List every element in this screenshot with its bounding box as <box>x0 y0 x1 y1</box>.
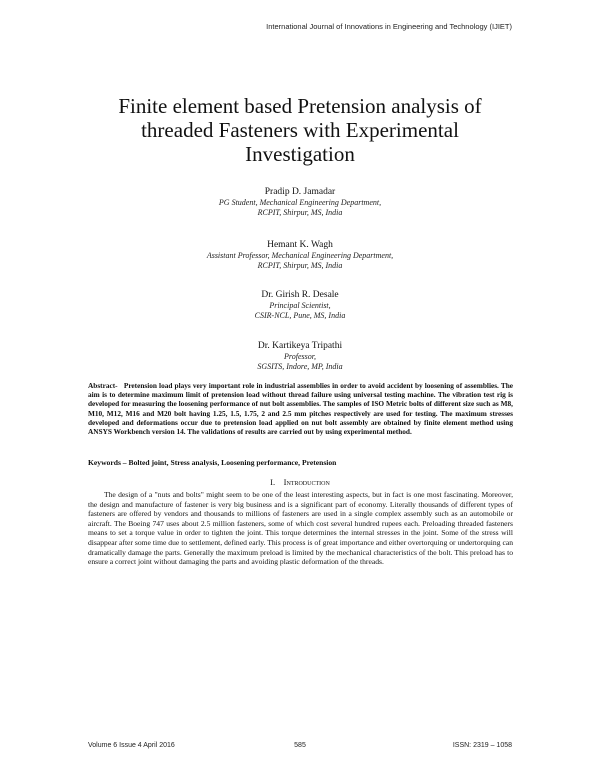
author-block <box>100 340 500 372</box>
author-affiliation: PG Student, Mechanical Engineering Department, <box>218 198 382 207</box>
footer-page-number: 585 <box>294 742 306 749</box>
author-affiliation: Principal Scientist, <box>269 301 331 310</box>
footer-volume: Volume 6 Issue 4 April 2016 <box>88 742 175 749</box>
author-affiliation: CSIR-NCL, Pune, MS, India <box>254 311 346 320</box>
title-line: Investigation <box>245 142 355 166</box>
abstract-label: Abstract- <box>88 381 118 390</box>
intro-paragraph: The design of a "nuts and bolts" might seem to be one of the least interesting aspects, but in fact is one most fascinating. Moreover, the design and manufacture of fastener is very big business and is a significant part of economy. Literally thousands of different types of fasteners are offered by vendors and thousands to millions of fasteners are used in a single complex assembly such as an automobile or aircraft. The Boeing 747 uses about 2.5 million fasteners, some of which cost several hundred rupees each. Preloading threaded fasteners means to set a torque value in order to tighten the joint. This torque determines the internal stresses in the joint. Some of the stress will disappear after some time due to settlement, defined early. This process is of great importance and either overtorquing or undertorquing can dramatically damage the parts. Generally the maximum preload is limited by the mechanical characteristics of the bolt. This preload has to ensure a correct joint without damaging the parts and avoiding plastic deformation of the threads. <box>88 490 513 567</box>
footer-issn: ISSN: 2319 – 1058 <box>452 742 512 749</box>
title-line: threaded Fasteners with Experimental <box>141 118 459 142</box>
author-name: Dr. Kartikeya Tripathi <box>257 341 343 351</box>
author-name: Pradip D. Jamadar <box>264 187 336 197</box>
author-affiliation: RCPIT, Shirpur, MS, India <box>257 208 343 217</box>
author-name: Hemant K. Wagh <box>267 240 333 250</box>
keywords: Keywords – Bolted joint, Stress analysis, Loosening performance, Pretension <box>88 458 337 467</box>
paper-title <box>60 94 540 166</box>
author-block <box>100 239 500 271</box>
abstract-text: Pretension load plays very important role in industrial assemblies in order to avoid accident by loosening of assemblies. The aim is to determine maximum limit of pretension load without thread failure using universal testing machine. The vibration test rig is developed for measuring the loosening performance of nut bolt assemblies. The samples of ISO Metric bolts of different size such as M8, M10, M12, M16 and M20 bolt having 1.25, 1.5, 1.75, 2 and 2.5 mm pitches respectively are used for testing. The maximum stresses developed and deformations occur due to pretension load applied on nut bolt assembly are obtained by finite element method using ANSYS Workbench version 14. The validations of results are carried out by using experimental method. <box>88 381 513 437</box>
author-affiliation: Professor, <box>284 352 316 361</box>
abstract <box>88 381 513 436</box>
author-block <box>100 186 500 218</box>
journal-header: International Journal of Innovations in Engineering and Technology (IJIET) <box>266 22 512 31</box>
author-affiliation: Assistant Professor, Mechanical Engineering Department, <box>206 251 394 260</box>
section-heading <box>0 477 600 487</box>
title-line: Finite element based Pretension analysis of <box>118 94 482 118</box>
author-block <box>100 289 500 321</box>
author-name: Dr. Girish R. Desale <box>261 290 339 300</box>
section-number: I. <box>270 477 276 487</box>
author-affiliation: RCPIT, Shirpur, MS, India <box>257 261 343 270</box>
author-affiliation: SGSITS, Indore, MP, India <box>257 362 343 371</box>
section-title: Introduction <box>283 477 330 487</box>
